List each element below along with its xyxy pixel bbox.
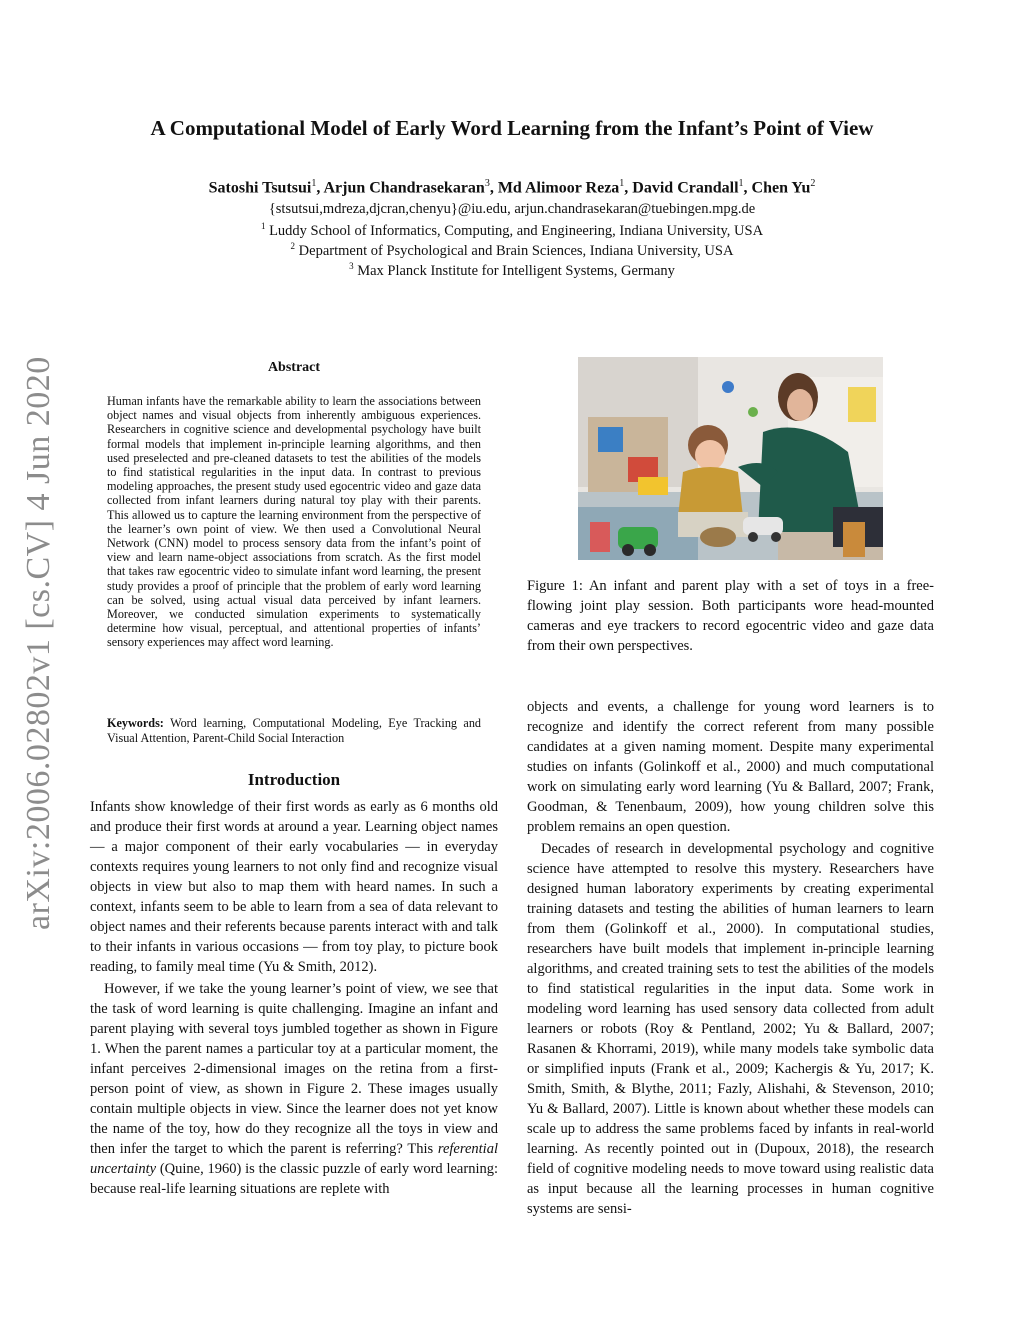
author-affiliation-mark: 1: [738, 178, 744, 189]
author-name: Satoshi Tsutsui: [208, 179, 312, 197]
affiliation-text: Luddy School of Informatics, Computing, and Engineering, Indiana University, USA: [269, 222, 764, 239]
affiliation-mark: 3: [349, 261, 354, 271]
abstract-heading: Abstract: [267, 360, 321, 375]
keywords: [107, 716, 481, 746]
abstract-text: Human infants have the remarkable ability to learn the associations between object names and visual objects from inherently ambiguous experiences. Researchers in cognitive science and developmental psychology have built formal models that implement in-principle learning algorithms, and then used preselected and pre-cleaned datasets to test the abilities of the models to find statistical regularities in the input data. In contrast to previous modeling approaches, the present study used egocentric video and gaze data collected from infant learners during natural toy play with their parents. This allowed us to capture the learning environment from the perspective of the learner’s own point of view. We then used a Convolutional Neural Network (CNN) model to process sensory data from the infant’s point of view and learn name-object associations from scratch. As the first model that takes raw egocentric video to simulate infant word learning, the present study provides a proof of principle that the problem of early word learning can be solved, using actual visual data perceived by infant learners. Moreover, we conducted simulation experiments to systematically determine how visual, perceptual, and attentional properties of infants’ sensory experiences may affect word learning.: [107, 394, 481, 650]
affiliation-text: Max Planck Institute for Intelligent Systems, Germany: [357, 262, 675, 279]
author-name: David Crandall: [632, 179, 739, 197]
intro-paragraph-2-text: However, if we take the young learner’s point of view, we see that the task of word learning is quite challenging. Imagine an infant and parent playing with several toys jumbled together as shown in Figure 1. When the parent names a particular toy at a particular moment, the infant perceives 2-dimensional images on the retina from a first-person point of view, as shown in Figure 2. These images usually contain multiple objects in view. Since the learner does not yet know the name of the toy, how do they recognize all the toys in view and then infer the target to which the parent is referring? This: [90, 981, 498, 1157]
author-list: Satoshi Tsutsui$^1$, Arjun Chandrasekaran$^3$, Md Alimoor Reza$^1$, David Crandall$^1$, Chen Yu$^2$: [208, 178, 816, 197]
affiliation-1: [0, 221, 1024, 240]
author-affiliation-mark: 1: [311, 178, 317, 189]
affiliation-2: [0, 241, 1024, 260]
keywords-label: Keywords:: [107, 716, 164, 730]
author-affiliation-mark: 2: [810, 178, 816, 189]
referential-uncertainty-term: referential uncertainty: [90, 1141, 498, 1177]
arxiv-watermark: arXiv:2006.02802v1 [cs.CV] 4 Jun 2020: [20, 356, 57, 930]
play-session-photo: [578, 357, 883, 560]
right-paragraph-1: objects and events, a challenge for young word learners is to recognize and identify the correct referent from many possible candidates at a given naming moment. Despite many experimental studies on infants (Golinkoff et al., 2000) and much computational work on simulating early word learning (Yu & Ballard, 2007; Frank, Goodman, & Tenenbaum, 2009), how young children solve this problem remains an open question.: [527, 699, 934, 835]
intro-paragraph-1: Infants show knowledge of their first words as early as 6 months old and produce their first words at around a year. Learning object names — a major component of their early vocabularies — in everyday contexts requires young learners to not only find and recognize visual objects in view but also to map them with heard names. In such a context, infants seem to be able to learn from a sea of data relevant to object names and their referents because parents interact with and talk to their infants in various occasions — from toy play, to picture book reading, to family meal time (Yu & Smith, 2012).: [90, 799, 498, 975]
intro-paragraph-2-text-end: (Quine, 1960) is the classic puzzle of early word learning: because real-life learning situations are replete with: [90, 1161, 498, 1197]
figure-1-photo: [578, 357, 883, 560]
paper-title: A Computational Model of Early Word Learning from the Infant’s Point of View: [150, 116, 874, 140]
author-name: Md Alimoor Reza: [497, 179, 620, 197]
right-paragraph-2: Decades of research in developmental psychology and cognitive science have attempted to resolve this mystery. Researchers have designed human laboratory experiments by creating experimental training datasets and testing the abilities of human learners to learn from them (Golinkoff et al., 2000). In computational studies, researchers have built models that implement in-principle learning algorithms, and created training sets to test the abilities of the models to find statistical regularities in the input data. Some work in modeling word learning has used sensory data collected from adult learners or robots (Roy & Pentland, 2002; Yu & Ballard, 2007; Rasanen & Khorrami, 2019), while many models take symbolic data or simplified inputs (Frank et al., 2009; Kachergis & Yu, 2017; K. Smith, Smith, & Blythe, 2011; Fazly, Alishahi, & Stevenson, 2010; Yu & Ballard, 2007). Little is known about whether these models can scale up to address the same problems faced by infants in real-world learning. As recently pointed out in (Dupoux, 2018), the research field of cognitive modeling needs to move toward using realistic data as input because all the learning processes in human cognitive systems are sensi-: [527, 841, 934, 1217]
author-affiliation-mark: 1: [619, 178, 625, 189]
author-emails: {stsutsui,mdreza,djcran,chenyu}@iu.edu, arjun.chandrasekaran@tuebingen.mpg.de: [268, 201, 756, 217]
affiliation-mark: 2: [290, 241, 296, 251]
introduction-heading: Introduction: [247, 770, 341, 789]
left-column: [90, 797, 498, 1199]
author-name: Arjun Chandrasekaran: [323, 179, 485, 197]
affiliation-text: Department of Psychological and Brain Sciences, Indiana University, USA: [298, 242, 734, 259]
affiliation-mark: 1: [260, 221, 266, 231]
author-name: Chen Yu: [751, 179, 811, 197]
keywords-text: Word learning, Computational Modeling, Eye Tracking and Visual Attention, Parent-Child Social Interaction: [107, 716, 482, 745]
affiliation-3: [0, 261, 1024, 280]
author-affiliation-mark: 3: [484, 178, 490, 189]
right-column: [527, 697, 934, 1219]
figure-1-caption: Figure 1: An infant and parent play with a set of toys in a free-flowing joint play session. Both participants wore head-mounted cameras and eye trackers to record egocentric video and gaze data from their own perspectives.: [527, 578, 934, 654]
intro-paragraph-2: [90, 979, 498, 1199]
